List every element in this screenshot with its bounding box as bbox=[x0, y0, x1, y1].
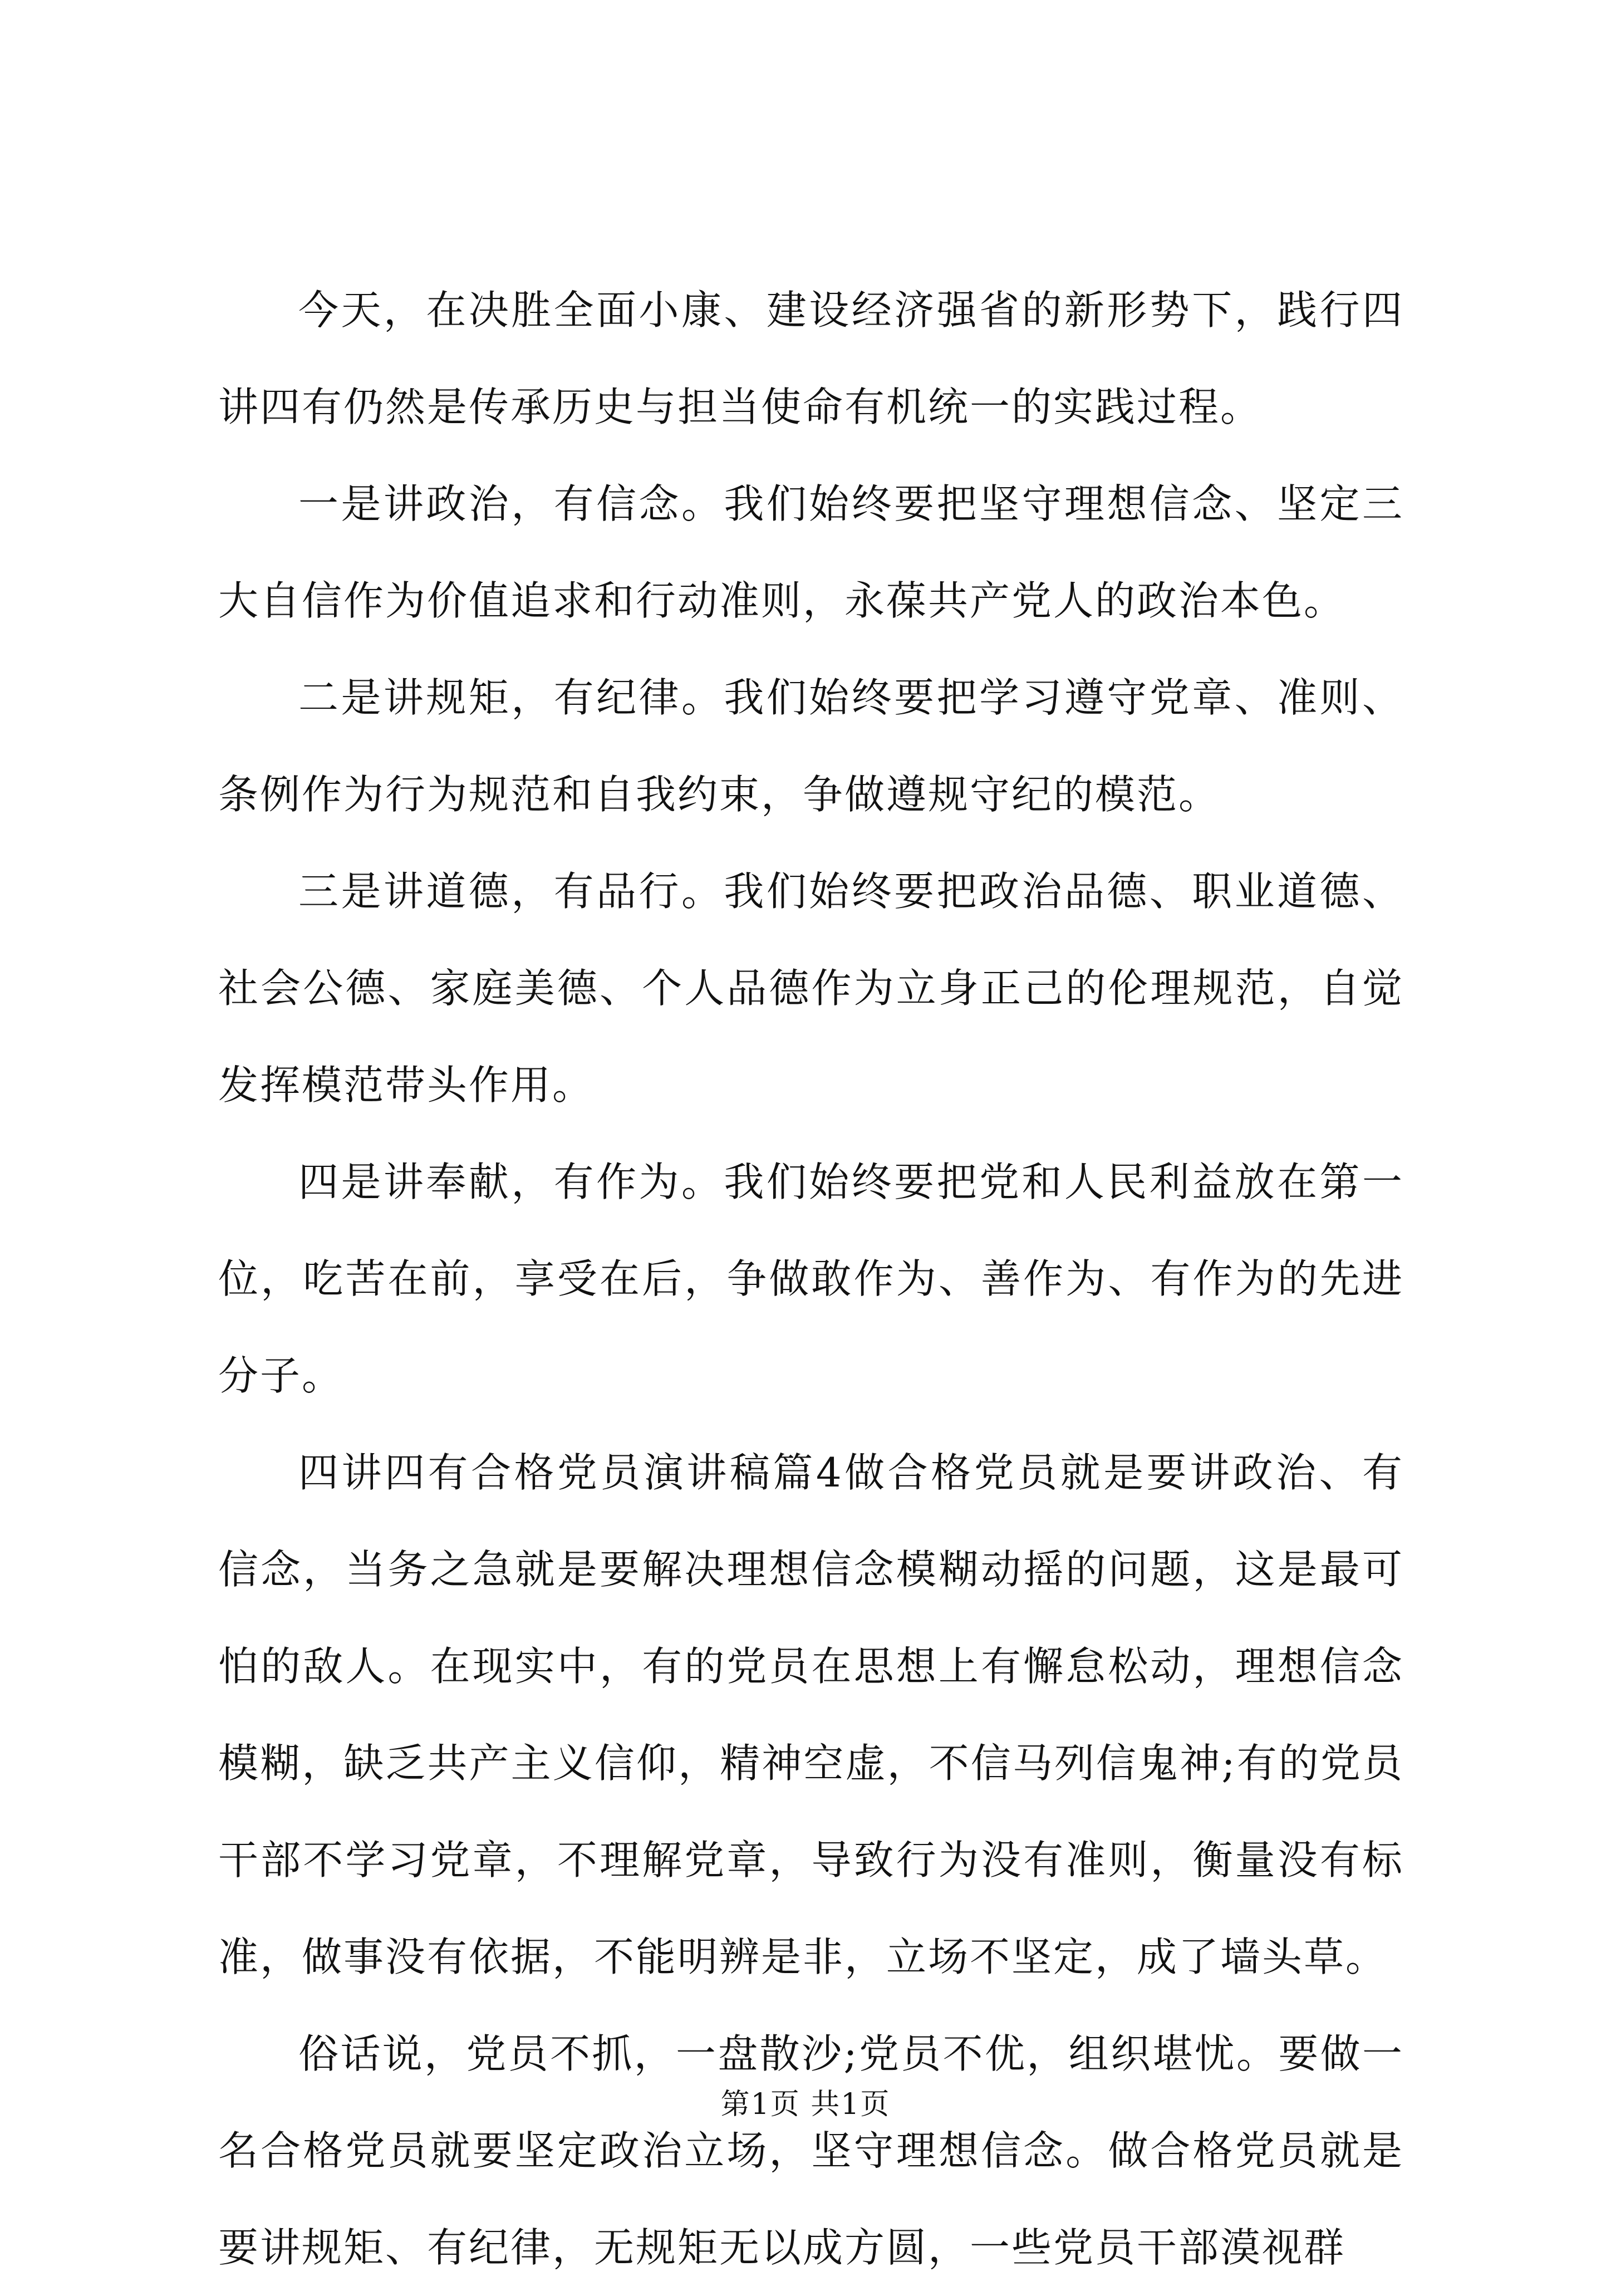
paragraph-speech-part4: 四讲四有合格党员演讲稿篇4做合格党员就是要讲政治、有信念，当务之急就是要解决理想信念模糊动摇的问题，这是最可怕的敌人。在现实中，有的党员在思想上有懈怠松动，理想信念模糊，缺乏共产主义信仰，精神空虚，不信马列信鬼神;有的党员干部不学习党章，不理解党章，导致行为没有准则，衡量没有标准，做事没有依据，不能明辨是非，立场不坚定，成了墙头草。 bbox=[218, 1449, 1404, 1980]
paragraph-rules: 二是讲规矩，有纪律。我们始终要把学习遵守党章、准则、条例作为行为规范和自我约束，争做遵规守纪的模范。 bbox=[218, 674, 1404, 818]
paragraph-morality: 三是讲道德，有品行。我们始终要把政治品德、职业道德、社会公德、家庭美德、个人品德作为立身正己的伦理规范，自觉发挥模范带头作用。 bbox=[218, 868, 1404, 1108]
document-body bbox=[218, 262, 1404, 2296]
paragraph-saying: 俗话说，党员不抓，一盘散沙;党员不优，组织堪忧。要做一名合格党员就要坚定政治立场，坚守理想信念。做合格党员就是要讲规矩、有纪律，无规矩无以成方圆，一些党员干部漠视群 bbox=[218, 2030, 1404, 2271]
paragraph-intro: 今天，在决胜全面小康、建设经济强省的新形势下，践行四讲四有仍然是传承历史与担当使命有机统一的实践过程。 bbox=[218, 287, 1404, 430]
paragraph-politics: 一是讲政治，有信念。我们始终要把坚守理想信念、坚定三大自信作为价值追求和行动准则，永葆共产党人的政治本色。 bbox=[218, 480, 1404, 624]
paragraph-dedication: 四是讲奉献，有作为。我们始终要把党和人民利益放在第一位，吃苦在前，享受在后，争做敢作为、善作为、有作为的先进分子。 bbox=[218, 1159, 1404, 1399]
page-footer: 第1页 共1页 bbox=[720, 2088, 891, 2121]
